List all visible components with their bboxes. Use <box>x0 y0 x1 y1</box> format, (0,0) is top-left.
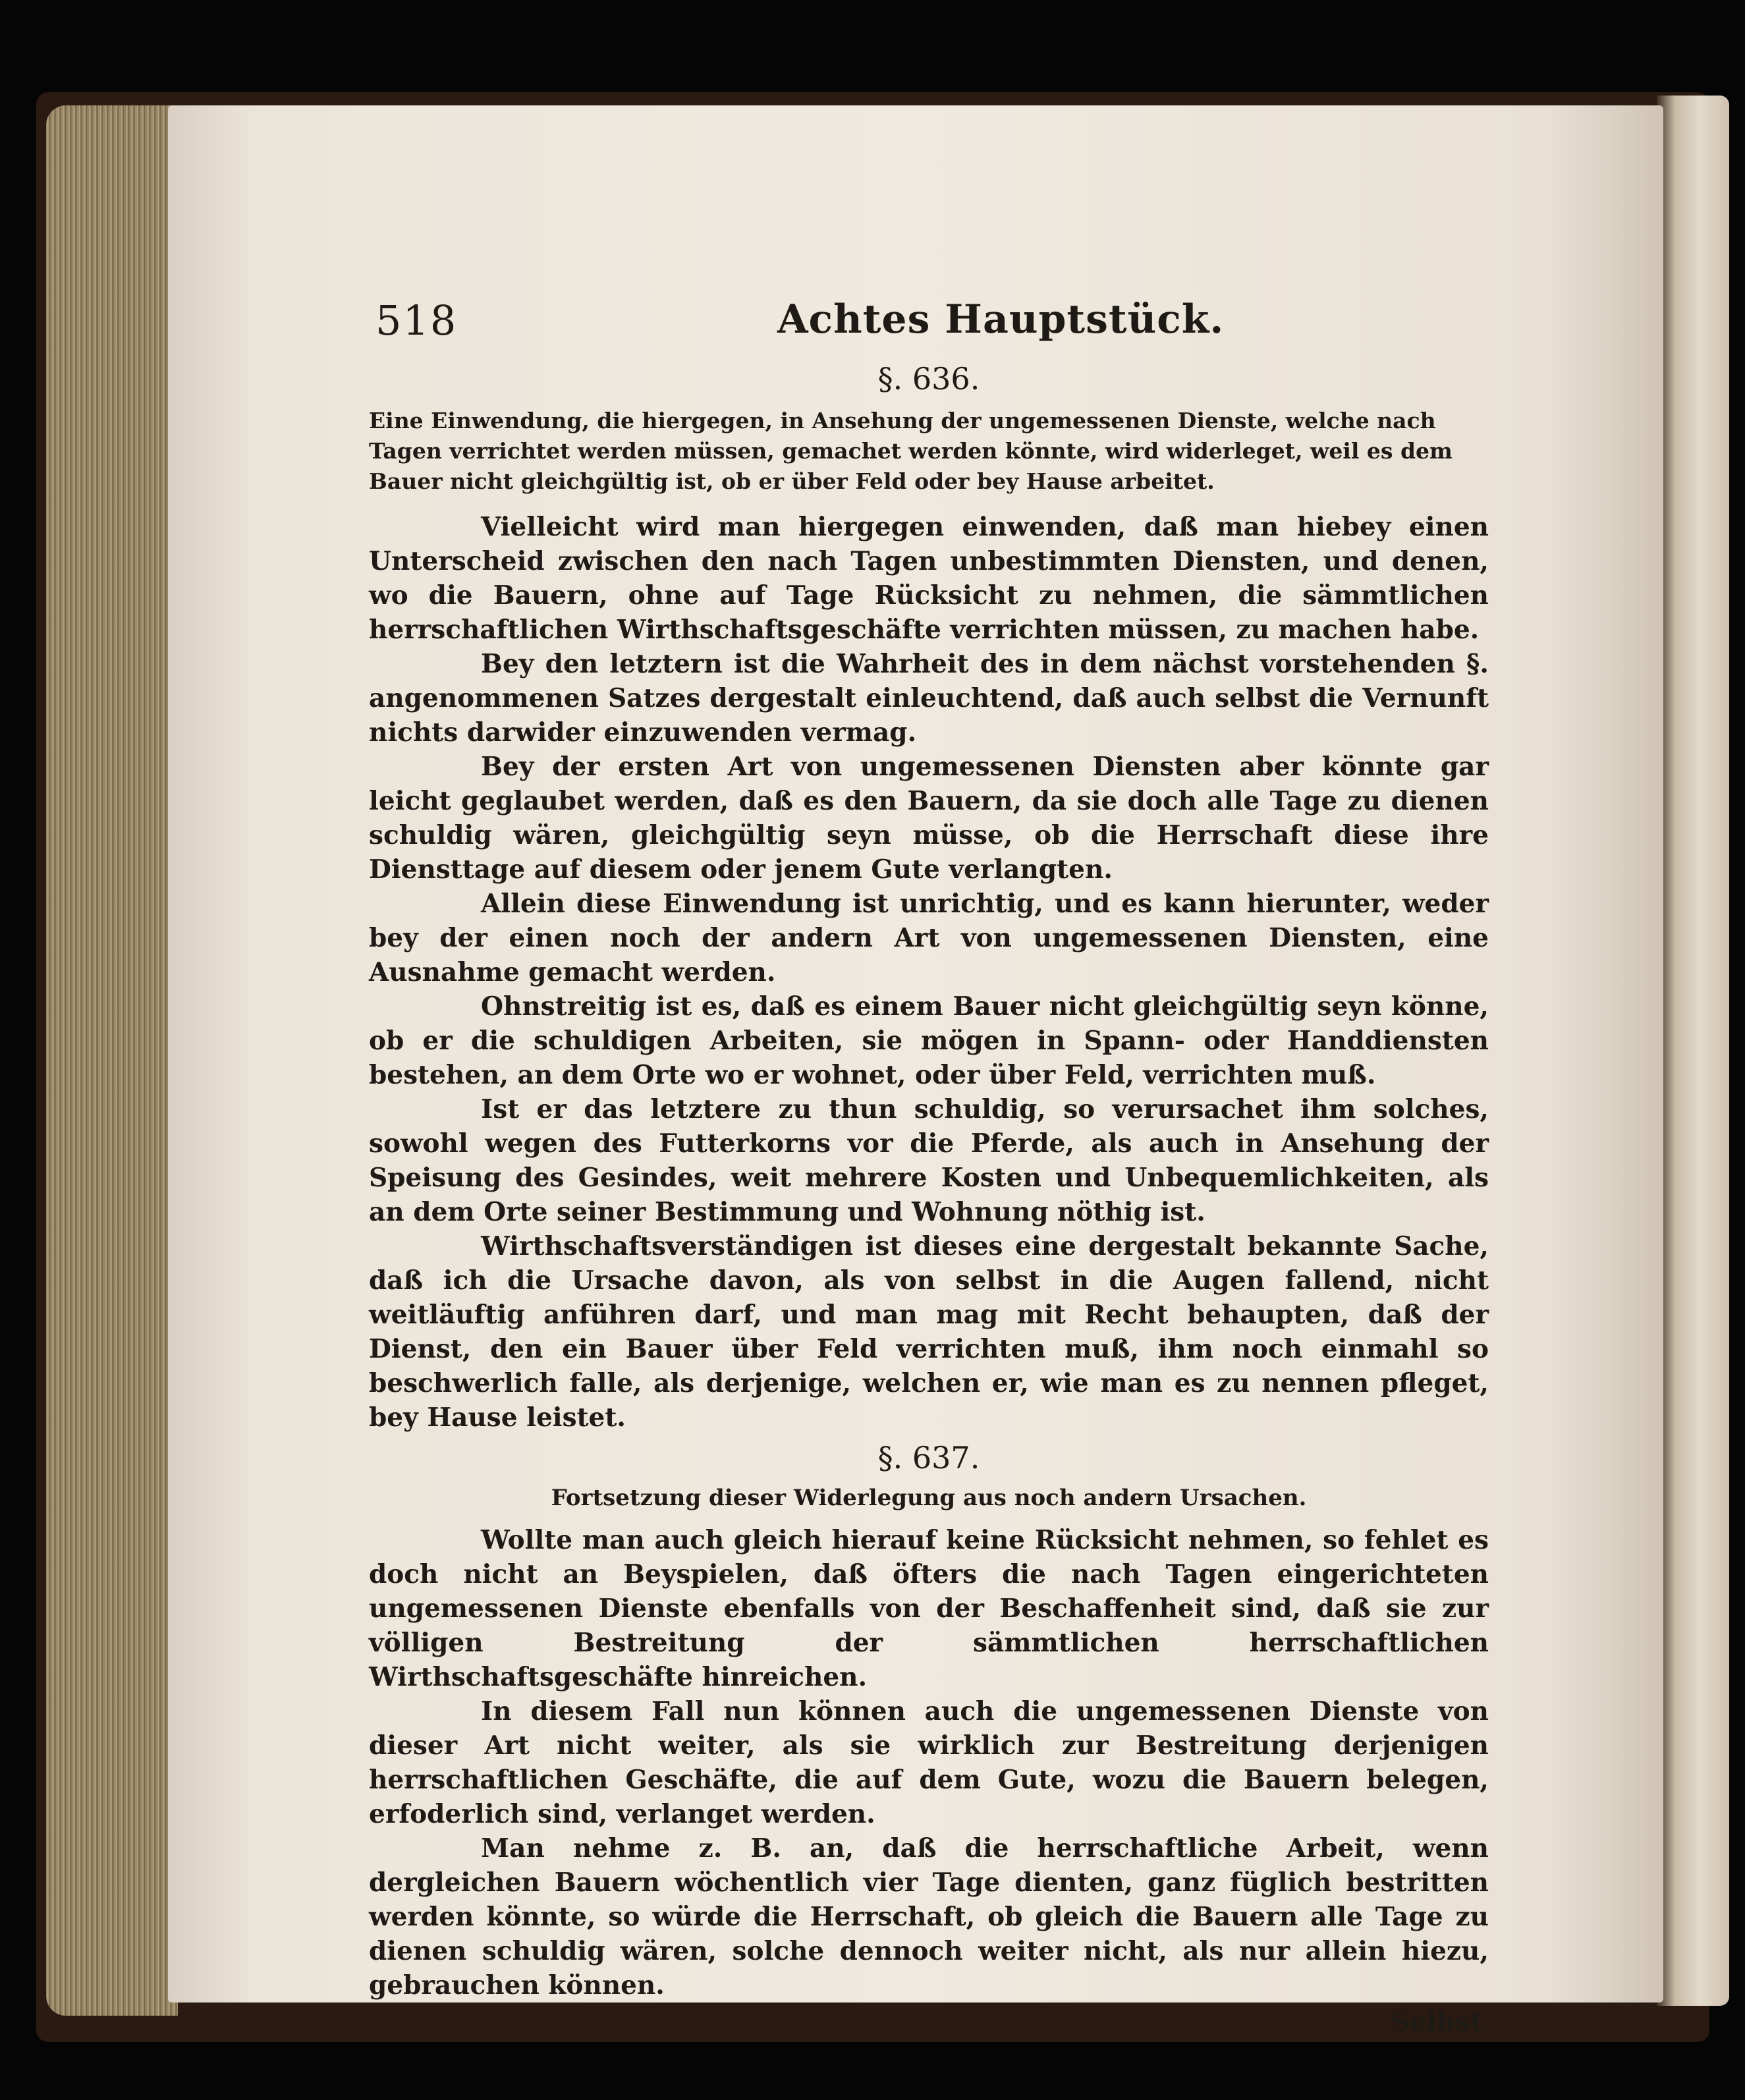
paragraph: Man nehme z. B. an, daß die herrschaftliche Arbeit, wenn dergleichen Bauern wöchentlich vier Tage dienten, ganz füglich bestritten werden könnte, so würde die Herrschaft, ob gleich die Bauern alle Tage zu dienen schuldig wären, solche dennoch weiter nicht, als nur allein hiezu, gebrauchen können. <box>369 1833 1489 2001</box>
page-header <box>369 283 1489 356</box>
running-head: Achtes Hauptstück. <box>777 296 1225 343</box>
paragraph: Wollte man auch gleich hierauf keine Rücksicht nehmen, so fehlet es doch nicht an Beyspielen, daß öfters die nach Tagen eingerichteten ungemessenen Dienste ebenfalls von der Beschaffenheit sind, daß sie zur völligen Bestreitung der sämmtlichen herrschaftlichen Wirthschaftsgeschäfte hinreichen. <box>369 1525 1489 1692</box>
paragraph: Vielleicht wird man hiergegen einwenden, daß man hiebey einen Unterscheid zwischen den nach Tagen unbestimmten Diensten, und denen, wo die Bauern, ohne auf Tage Rücksicht zu nehmen, die sämmtlichen herrschaftlichen Wirthschaftsgeschäfte verrichten müssen, zu machen habe. <box>369 512 1489 645</box>
section-636-mark: §. 636. <box>877 361 980 397</box>
paragraph: Bey den letztern ist die Wahrheit des in dem nächst vorstehenden §. angenommenen Satzes dergestalt einleuchtend, daß auch selbst die Vernunft nichts darwider einzuwenden vermag. <box>369 649 1489 748</box>
section-637-mark: §. 637. <box>877 1440 980 1476</box>
paragraph: Ohnstreitig ist es, daß es einem Bauer nicht gleichgültig seyn könne, ob er die schuldigen Arbeiten, sie mögen in Spann- oder Handdiensten bestehen, an dem Orte wo er wohnet, oder über Feld, verrichten muß. <box>369 991 1489 1090</box>
facing-page-edge <box>1657 96 1729 2006</box>
paragraph: Bey der ersten Art von ungemessenen Diensten aber könnte gar leicht geglaubet werden, daß es den Bauern, da sie doch alle Tage zu dienen schuldig wären, gleichgültig seyn müsse, ob die Herrschaft diese ihre Diensttage auf diesem oder jenem Gute verlangten. <box>369 752 1489 885</box>
page-content <box>369 283 1489 2037</box>
catchword: Selbst <box>1391 2006 1482 2037</box>
page-number: 518 <box>375 296 458 345</box>
paragraph: Allein diese Einwendung ist unrichtig, und es kann hierunter, weder bey der einen noch der andern Art von ungemessenen Diensten, eine Ausnahme gemacht werden. <box>369 889 1489 987</box>
section-637-subhead: Fortsetzung dieser Widerlegung aus noch andern Ursachen. <box>551 1485 1307 1511</box>
paragraph: In diesem Fall nun können auch die ungemessenen Dienste von dieser Art nicht weiter, als sie wirklich zur Bestreitung derjenigen herrschaftlichen Geschäfte, die auf dem Gute, wozu die Bauern belegen, erfoderlich sind, verlanget werden. <box>369 1696 1489 1829</box>
paragraph: Wirthschaftsverständigen ist dieses eine dergestalt bekannte Sache, daß ich die Ursache davon, als von selbst in die Augen fallend, nicht weitläuftig anführen darf, und man mag mit Recht behaupten, daß der Dienst, den ein Bauer über Feld verrichten muß, ihm noch einmahl so beschwerlich falle, als derjenige, welchen er, wie man es zu nennen pfleget, bey Hause leistet. <box>369 1231 1489 1433</box>
page-edges <box>46 105 178 2016</box>
section-636-summary: Eine Einwendung, die hiergegen, in Ansehung der ungemessenen Dienste, welche nach Tagen verrichtet werden müssen, gemachet werden könnte, wird widerleget, weil es dem Bauer nicht gleichgültig ist, ob er über Feld oder bey Hause arbeitet. <box>369 408 1453 494</box>
paragraph: Ist er das letztere zu thun schuldig, so verursachet ihm solches, sowohl wegen des Futterkorns vor die Pferde, als auch in Ansehung der Speisung des Gesindes, weit mehrere Kosten und Unbequemlichkeiten, als an dem Orte seiner Bestimmung und Wohnung nöthig ist. <box>369 1094 1489 1227</box>
